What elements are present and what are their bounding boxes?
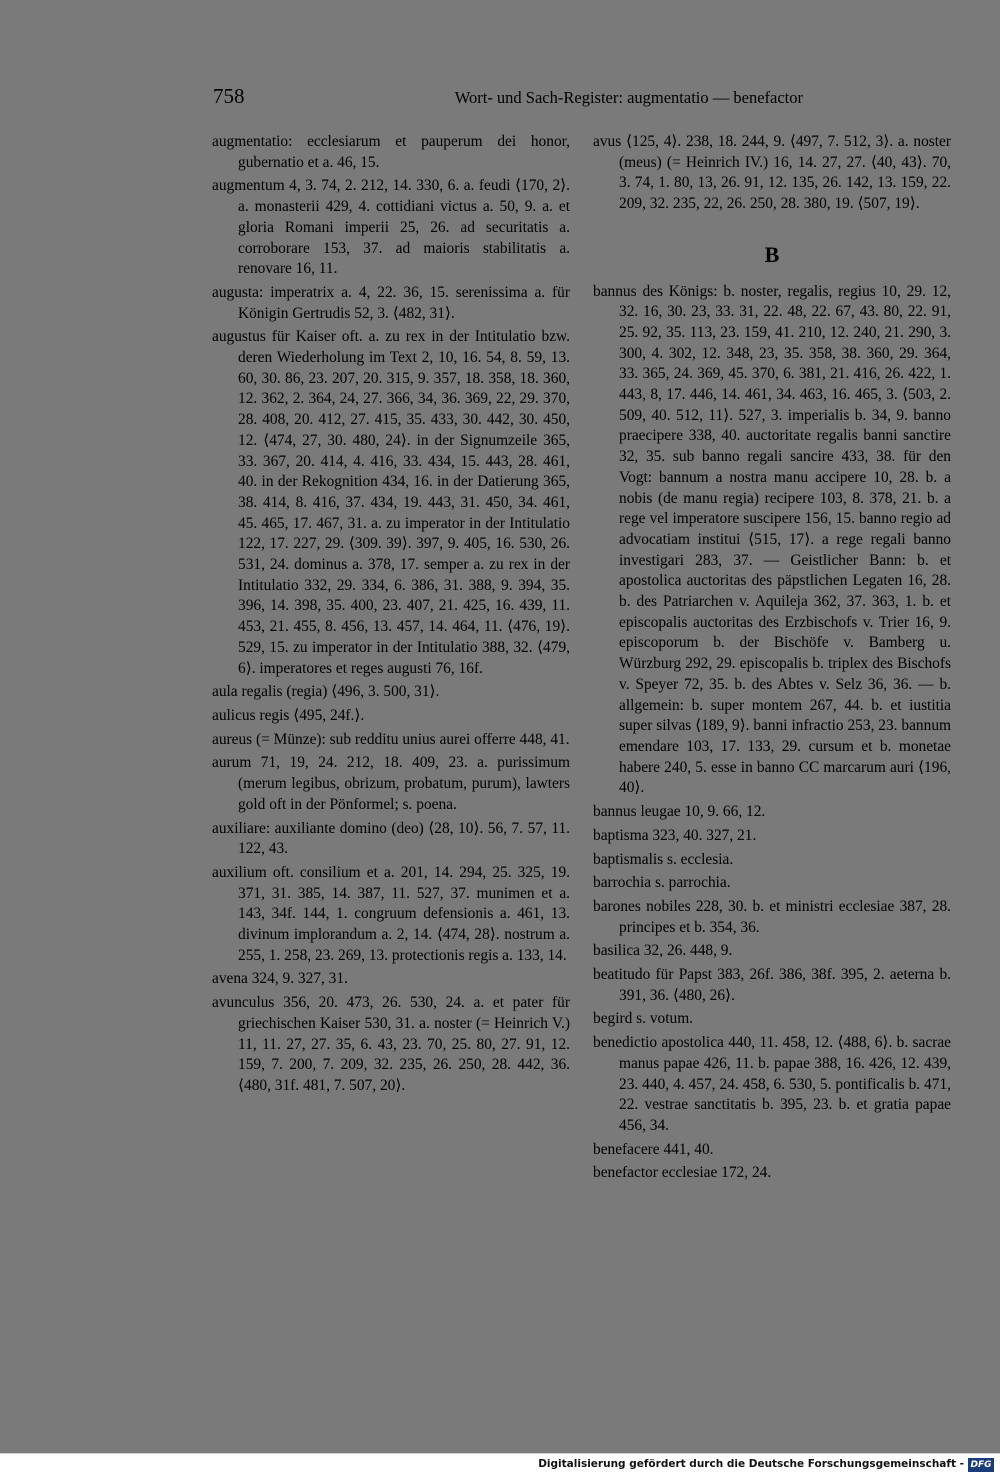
index-entry: aula regalis (regia) ⟨496, 3. 500, 31⟩. xyxy=(212,683,440,701)
index-entry: baptisma 323, 40. 327, 21. xyxy=(593,826,757,844)
index-entry: augmentum 4, 3. 74, 2. 212, 14. 330, 6. a. feudi ⟨170, 2⟩. a. monasterii 429, 4. cottidiani victus a. 50, 9. a. et gloria Romani imperii 25, 26. ad securitatis a. corroborare 153, 37. ad maioris stabilitatis a. renovare 16, 11. xyxy=(212,177,570,278)
index-entry: benefacere 441, 40. xyxy=(593,1140,714,1158)
left-column xyxy=(212,132,570,1100)
index-entry: avena 324, 9. 327, 31. xyxy=(212,970,348,988)
index-entry: avunculus 356, 20. 473, 26. 530, 24. a. et pater für griechischen Kaiser 530, 31. a. noster (= Heinrich V.) 11, 11. 27, 27. 35, 6. 43, 23. 70, 25. 80, 27. 91, 12. 159, 7. 200, 7. 209, 32. 235, 26. 250, 28. 442, 36. ⟨480, 31f. 481, 7. 507, 20⟩. xyxy=(212,994,570,1094)
index-entry: aulicus regis ⟨495, 24f.⟩. xyxy=(212,706,365,724)
funding-notice: Digitalisierung gefördert durch die Deutsche Forschungsgemeinschaft - xyxy=(538,1458,964,1470)
index-entry: baptismalis s. ecclesia. xyxy=(593,850,734,868)
running-head: Wort- und Sach-Register: augmentatio — benefactor xyxy=(454,88,803,107)
index-entry: augusta: imperatrix a. 4, 22. 36, 15. serenissima a. für Königin Gertrudis 52, 3. ⟨482, 31⟩. xyxy=(212,283,570,322)
index-entry: augustus für Kaiser oft. a. zu rex in der Intitulatio bzw. deren Wiederholung im Text 2, 10, 16. 54, 8. 59, 13. 60, 30. 86, 23. 207, 20. 315, 9. 357, 18. 358, 18. 360, 12. 362, 2. 364, 24, 27. 366, 34, 36. 369, 22, 29. 370, 28. 408, 20. 412, 27. 415, 35. 433, 30. 442, 30. 450, 12. ⟨474, 27, 30. 480, 24⟩. in der Signumzeile 365, 33. 367, 20. 414, 4. 416, 33. 434, 15. 443, 28. 461, 40. in der Rekognition 434, 16. in der Datierung 365, 38. 414, 8. 416, 37. 434, 19. 443, 31. 450, 34. 461, 45. 465, 17. 467, 31. a. zu imperator in der Intitulatio 122, 17. 227, 29. ⟨309. 39⟩. 397, 9. 405, 16. 530, 26. 531, 24. dominus a. 378, 17. semper a. zu rex in der Intitulatio 332, 29. 334, 6. 386, 31. 388, 9. 394, 35. 396, 14. 398, 35. 400, 23. 407, 21. 425, 16. 439, 11. 453, 21. 455, 8. 456, 13. 457, 14. 464, 11. ⟨476, 19⟩. 529, 15. zu imperator in der Intitulatio 388, 32. ⟨479, 6⟩. imperatores et reges augusti 76, 16f. xyxy=(212,328,570,677)
section-letter-heading: B xyxy=(764,241,780,267)
index-entry: beatitudo für Papst 383, 26f. 386, 38f. 395, 2. aeterna b. 391, 36. ⟨480, 26⟩. xyxy=(593,966,951,1004)
index-entry: benefactor ecclesiae 172, 24. xyxy=(593,1164,772,1182)
footer-bar xyxy=(0,1453,1000,1478)
index-entry: barrochia s. parrochia. xyxy=(593,874,731,892)
page-number: 758 xyxy=(213,84,245,108)
index-entry: augmentatio: ecclesiarum et pauperum dei honor, gubernatio et a. 46, 15. xyxy=(212,133,570,171)
index-entry: benedictio apostolica 440, 11. 458, 12. ⟨488, 6⟩. b. sacrae manus papae 426, 11. b. papae 388, 16. 426, 12. 439, 23. 440, 4. 457, 24. 458, 6. 530, 5. pontificalis b. 471, 22. vestrae sanctitatis b. 395, 23. b. et gratia papae 456, 34. xyxy=(593,1034,951,1134)
index-entry: auxilium oft. consilium et a. 201, 14. 294, 25. 325, 19. 371, 31. 385, 14. 387, 11. 527, 37. munimen et a. 143, 34f. 144, 1. congruum defensionis a. 461, 13. divinum implorandum a. 2, 14. ⟨474, 28⟩. nostrum a. 255, 1. 258, 23. 269, 13. protectionis regis a. 133, 14. xyxy=(212,863,570,964)
index-entry: avus ⟨125, 4⟩. 238, 18. 244, 9. ⟨497, 7. 512, 3⟩. a. noster (meus) (= Heinrich IV.) 16, 14. 27, 27. ⟨40, 43⟩. 70, 3. 74, 1. 80, 13, 26. 91, 12. 135, 26. 142, 13. 159, 22. 209, 32. 235, 22, 26. 250, 28. 380, 19. ⟨507, 19⟩. xyxy=(593,133,951,213)
index-entry: aurum 71, 19, 24. 212, 18. 409, 23. a. purissimum (merum legibus, obrizum, probatum, purum), lawters gold oft in der Pönformel; s. poena. xyxy=(212,754,570,813)
right-column xyxy=(593,132,951,1187)
index-entry: auxiliare: auxiliante domino (deo) ⟨28, 10⟩. 56, 7. 57, 11. 122, 43. xyxy=(212,819,570,858)
index-entry: bannus leugae 10, 9. 66, 12. xyxy=(593,803,766,821)
index-entry: begird s. votum. xyxy=(593,1010,694,1028)
index-entry: bannus des Königs: b. noster, regalis, regius 10, 29. 12, 32. 16, 30. 23, 33. 31, 22. 48, 22. 67, 43. 80, 22. 91, 25. 92, 35. 113, 23. 159, 41. 210, 12. 240, 21. 290, 3. 300, 4. 302, 12. 348, 23, 35. 358, 38. 360, 29. 364, 33. 365, 24. 369, 45. 370, 6. 381, 21. 416, 26. 422, 1. 443, 8, 17. 446, 14. 461, 34. 463, 16. 465, 3. ⟨503, 2. 509, 40. 512, 11⟩. 527, 3. imperialis b. 34, 9. banno praecipere 338, 40. auctoritate regalis banni sanctire 32, 35. sub banno regali sancire 433, 38. für den Vogt: bannum a nostra manu accipere 10, 28. b. a nobis (de manu regia) recipere 103, 8. 378, 21. b. a rege vel imperatore suscipere 156, 15. banno regio ad advocatiam institui ⟨515, 17⟩. a rege regali banno investigari 283, 37. — Geistlicher Bann: b. et apostolica auctoritas des päpstlichen Legaten 16, 28. b. des Patriarchen v. Aquileja 362, 37. 363, 1. b. et episcopalis auctoritas des Erzbischofs v. Trier 16, 9. episcoporum b. der Bischöfe v. Bamberg u. Würzburg 292, 29. episcopalis b. triplex des Bischofs v. Speyer 72, 35. b. des Abtes v. Selz 36, 36. — b. allgemein: b. super montem 267, 44. b. et iustitia super silvas ⟨189, 9⟩. banni infractio 253, 23. bannum emendare 103, 17. 133, 29. cursum et b. monetae habere 240, 5. esse in banno CC marcarum auri ⟨196, 40⟩. xyxy=(593,282,951,797)
dfg-logo: DFG xyxy=(968,1458,994,1472)
index-entry: barones nobiles 228, 30. b. et ministri ecclesiae 387, 28. principes et b. 354, 36. xyxy=(593,897,951,936)
page-header xyxy=(213,84,803,114)
index-entry: aureus (= Münze): sub redditu unius aurei offerre 448, 41. xyxy=(212,730,570,748)
index-entry: basilica 32, 26. 448, 9. xyxy=(593,942,733,960)
